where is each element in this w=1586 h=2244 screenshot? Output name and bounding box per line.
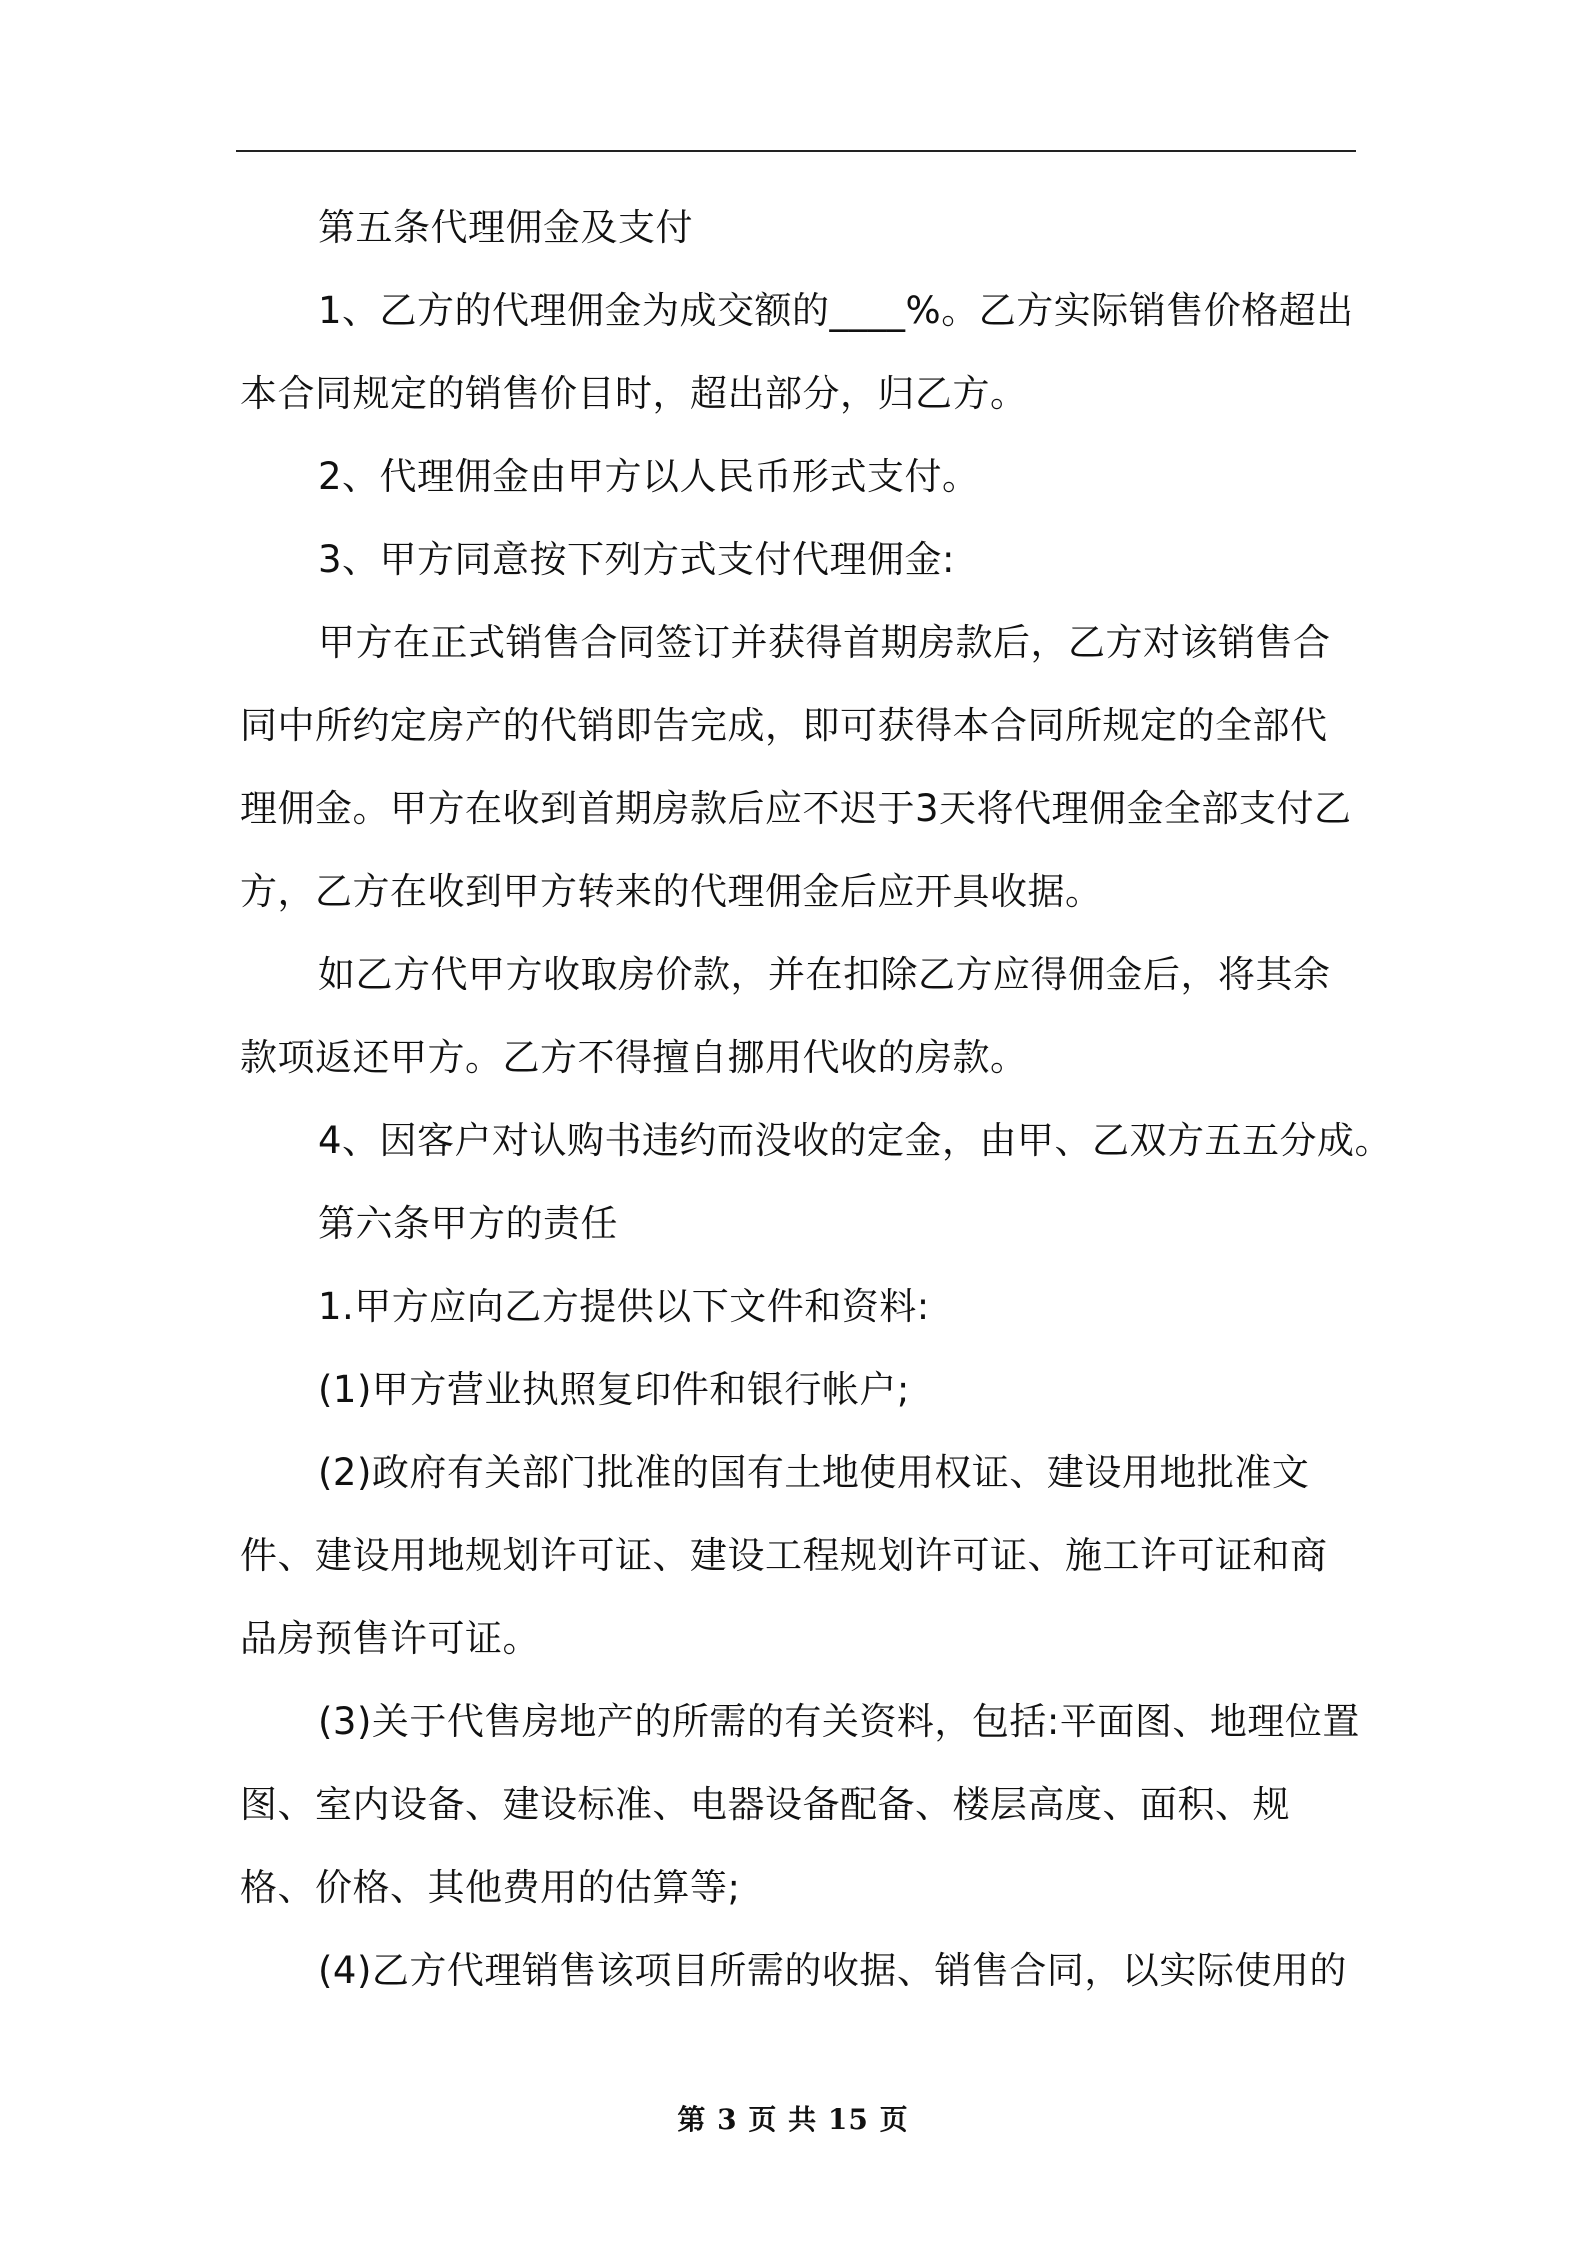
paragraph: 2、代理佣金由甲方以人民币形式支付。 <box>318 455 980 498</box>
paragraph: 如乙方代甲方收取房价款，并在扣除乙方应得佣金后，将其余款项返还甲方。乙方不得擅自挪用代收的房款。 <box>240 953 1331 1079</box>
paragraph: (1)甲方营业执照复印件和银行帐户; <box>318 1368 910 1411</box>
paragraph: 4、因客户对认购书违约而没收的定金，由甲、乙双方五五分成。 <box>318 1119 1393 1162</box>
paragraph: (2)政府有关部门批准的国有土地使用权证、建设用地批准文件、建设用地规划许可证、建设工程规划许可证、施工许可证和商品房预售许可证。 <box>240 1451 1328 1660</box>
page-number-footer: 第 3 页 共 15 页 <box>677 2103 909 2136</box>
paragraph: (4)乙方代理销售该项目所需的收据、销售合同，以实际使用的 <box>318 1949 1347 1992</box>
paragraph: 3、甲方同意按下列方式支付代理佣金: <box>318 538 956 581</box>
paragraph: 1.甲方应向乙方提供以下文件和资料: <box>318 1285 930 1328</box>
section-heading-article-6: 第六条甲方的责任 <box>318 1202 618 1245</box>
header-divider <box>236 150 1356 152</box>
paragraph: (3)关于代售房地产的所需的有关资料，包括:平面图、地理位置图、室内设备、建设标准、电器设备配备、楼层高度、面积、规格、价格、其他费用的估算等; <box>240 1700 1360 1909</box>
paragraph: 1、乙方的代理佣金为成交额的____%。乙方实际销售价格超出本合同规定的销售价目时，超出部分，归乙方。 <box>240 289 1354 415</box>
paragraph: 甲方在正式销售合同签订并获得首期房款后，乙方对该销售合同中所约定房产的代销即告完成，即可获得本合同所规定的全部代理佣金。甲方在收到首期房款后应不迟于3天将代理佣金全部支付乙方，乙方在收到甲方转来的代理佣金后应开具收据。 <box>240 621 1352 913</box>
document-body <box>240 186 1393 2012</box>
section-heading-article-5: 第五条代理佣金及支付 <box>318 206 693 249</box>
